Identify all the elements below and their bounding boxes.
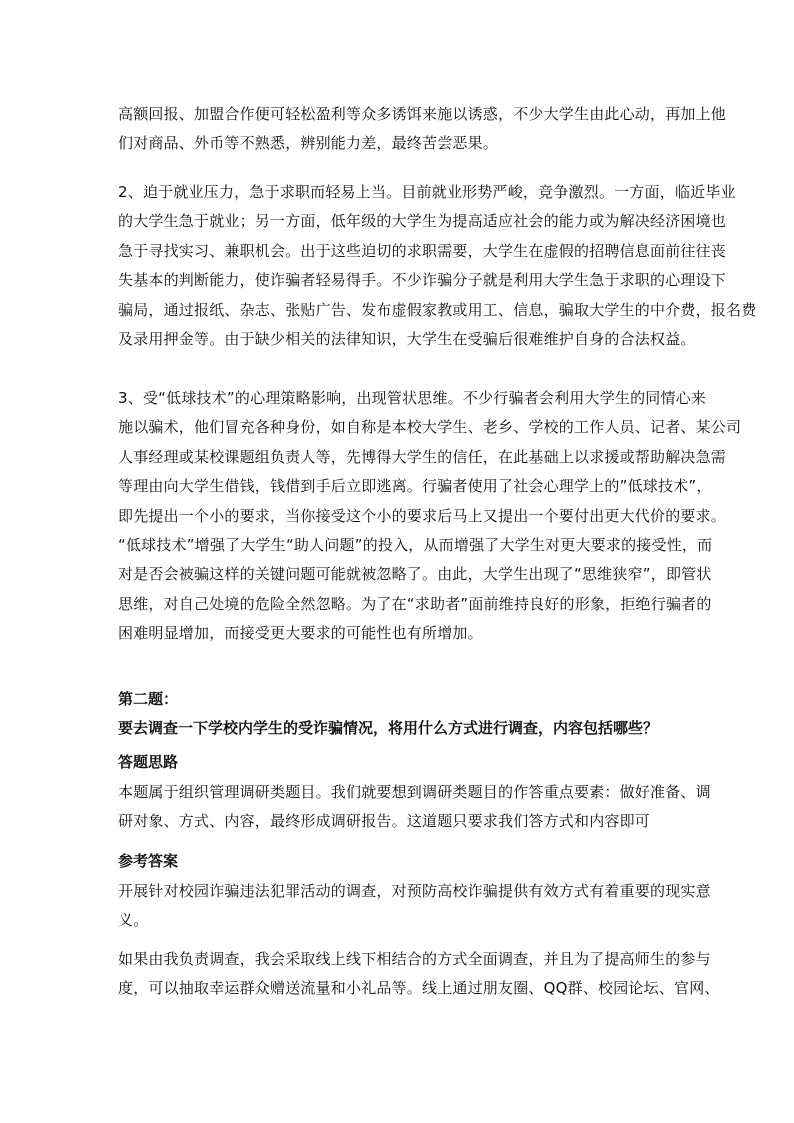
answer-paragraph-2 — [118, 945, 720, 1003]
question-number-heading: 第二题： — [118, 690, 179, 708]
text-line: 义。 — [118, 911, 149, 929]
text-line: 及录用押金等。由于缺少相关的法律知识，大学生在受骗后很难维护自身的合法权益。 — [118, 330, 696, 349]
text-line: 即先提出一个小的要求，当你接受这个小的要求后马上又提出一个要付出更大代价的要求。 — [118, 506, 727, 525]
text-line: 骗局，通过报纸、杂志、张贴广告、发布虚假家教或用工、信息，骗取大学生的中介费，报名费 — [118, 300, 757, 319]
text-line: 高额回报、加盟合作便可轻松盈利等众多诱饵来施以诱惑，不少大学生由此心动，再加上他 — [118, 105, 727, 123]
text-line: 思维，对自己处境的危险全然忽略。为了在“求助者”面前维持良好的形象，拒绝行骗者的 — [118, 594, 712, 613]
text-line: 如果由我负责调查，我会采取线上线下相结合的方式全面调查，并且为了提高师生的参与 — [118, 950, 711, 968]
text-line: 困难明显增加，而接受更大要求的可能性也有所增加。 — [118, 624, 483, 643]
text-line: 失基本的判断能力，使诈骗者轻易得手。不少诈骗分子就是利用大学生急于求职的心理设下 — [118, 271, 727, 290]
approach-paragraph — [118, 778, 711, 836]
text-line: 本题属于组织管理调研类题目。我们就要想到调研类题目的作答重点要素：做好准备、调 — [118, 783, 711, 801]
text-line: 人事经理或某校课题组负责人等，先博得大学生的信任，在此基础上以求援或帮助解决急需 — [118, 447, 727, 466]
text-line: 急于寻找实习、兼职机会。出于这些迫切的求职需要，大学生在虚假的招聘信息面前往往丧 — [118, 241, 727, 260]
text-line: 度，可以抽取幸运群众赠送流量和小礼品等。线上通过朋友圈、QQ群、校园论坛、官网、 — [118, 979, 720, 997]
paragraph-consequences — [118, 100, 726, 159]
paragraph-employment-pressure — [118, 178, 756, 354]
approach-heading: 答题思路 — [118, 753, 179, 771]
text-line: 3、受“低球技术”的心理策略影响，出现管状思维。不少行骗者会利用大学生的同情心来 — [118, 389, 707, 407]
text-line: 们对商品、外币等不熟悉，辨别能力差，最终苦尝恶果。 — [118, 134, 499, 153]
answer-paragraph-1 — [118, 877, 711, 935]
question-text: 要去调查一下学校内学生的受诈骗情况，将用什么方式进行调查，内容包括哪些？ — [118, 719, 659, 737]
paragraph-low-ball-technique — [118, 384, 741, 649]
text-line: 开展针对校园诈骗违法犯罪活动的调查，对预防高校诈骗提供有效方式有着重要的现实意 — [118, 882, 711, 900]
text-line: 对是否会被骗这样的关键问题可能就被忽略了。由此，大学生出现了“思维狭窄”，即管状 — [118, 565, 712, 584]
text-line: 的大学生急于就业；另一方面，低年级的大学生为提高适应社会的能力或为解决经济困境也 — [118, 212, 727, 231]
text-line: 等理由向大学生借钱，钱借到手后立即逃离。行骗者使用了社会心理学上的”低球技术”， — [118, 477, 712, 496]
reference-answer-heading: 参考答案 — [118, 852, 179, 870]
text-line: “低球技术”增强了大学生“助人问题”的投入，从而增强了大学生对更大要求的接受性，而 — [118, 536, 713, 555]
text-line: 施以骗术，他们冒充各种身份，如自称是本校大学生、老乡、学校的工作人员、记者、某公司 — [118, 418, 742, 437]
text-line: 2、迫于就业压力，急于求职而轻易上当。目前就业形势严峻，竞争激烈。一方面，临近毕业 — [118, 183, 736, 201]
text-line: 研对象、方式、内容，最终形成调研报告。这道题只要求我们答方式和内容即可 — [118, 812, 651, 830]
